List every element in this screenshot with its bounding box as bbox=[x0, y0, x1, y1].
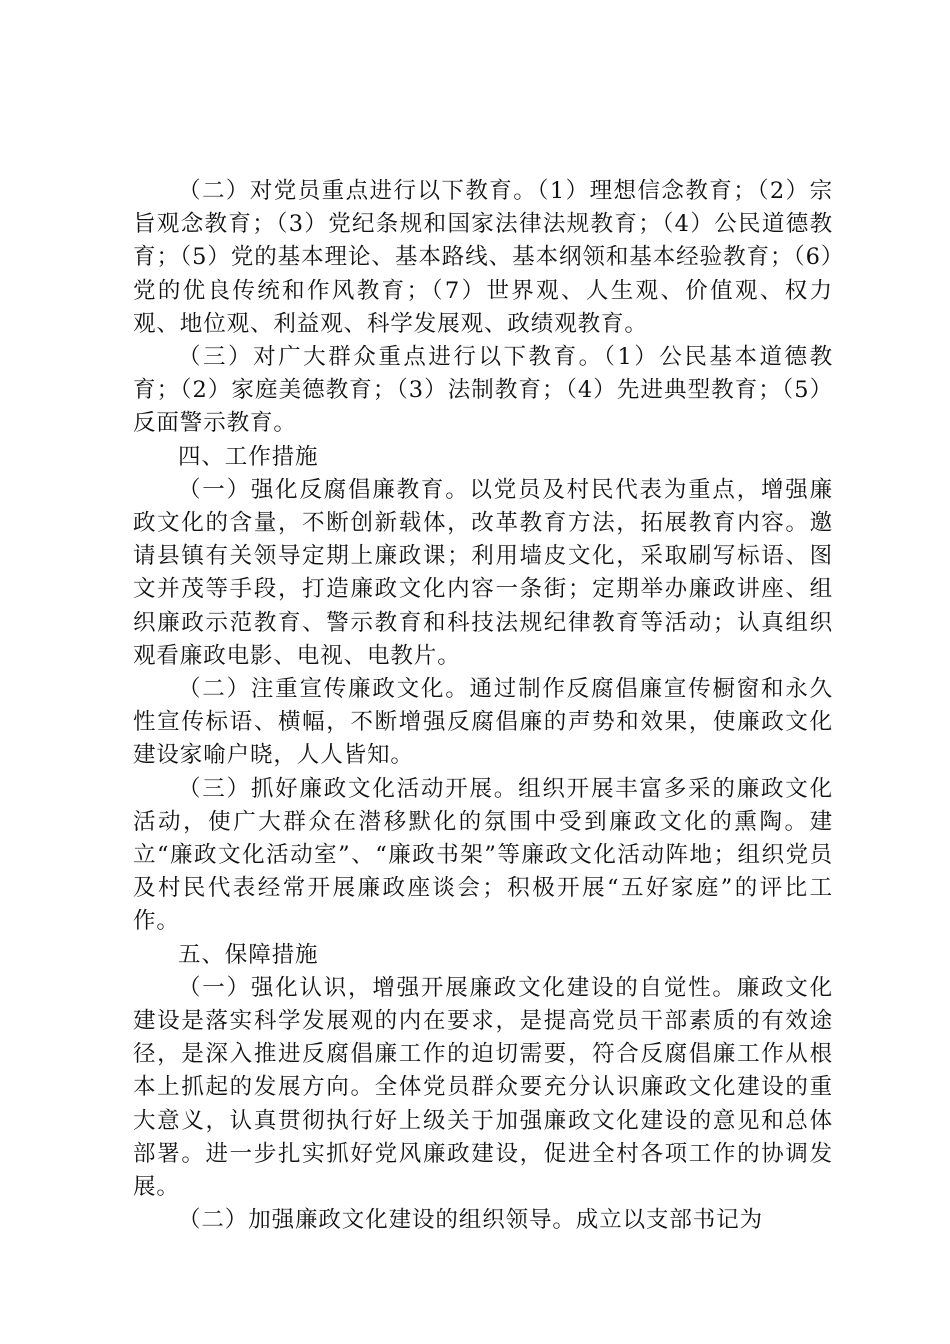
paragraph-organizational-leadership: （二）加强廉政文化建设的组织领导。成立以支部书记为 bbox=[178, 1207, 764, 1234]
document-page bbox=[133, 175, 833, 1238]
paragraph-promote-clean-culture: （二）注重宣传廉政文化。通过制作反腐倡廉宣传橱窗和永久性宣传标语、横幅，不断增强反腐倡廉的声势和效果，使廉政文化建设家喻户晓，人人皆知。 bbox=[133, 676, 833, 769]
paragraph-culture-activities: （三）抓好廉政文化活动开展。组织开展丰富多采的廉政文化活动，使广大群众在潜移默化的氛围中受到廉政文化的熏陶。建立“廉政文化活动室”、“廉政书架”等廉政文化活动阵地；组织党员及村民代表经常开展廉政座谈会；积极开展“五好家庭”的评比工作。 bbox=[133, 775, 833, 935]
paragraph-party-member-education: （二）对党员重点进行以下教育。（1）理想信念教育；（2）宗旨观念教育；（3）党纪条规和国家法律法规教育；（4）公民道德教育；（5）党的基本理论、基本路线、基本纲领和基本经验教育；（6）党的优良传统和作风教育；（7）世界观、人生观、价值观、权力观、地位观、利益观、科学发展观、政绩观教育。 bbox=[133, 178, 833, 337]
section-heading-work-measures: 四、工作措施 bbox=[178, 443, 319, 470]
paragraph-public-education: （三）对广大群众重点进行以下教育。（1）公民基本道德教育；（2）家庭美德教育；（3）法制教育；（4）先进典型教育；（5）反面警示教育。 bbox=[133, 344, 833, 437]
paragraph-anti-corruption-education: （一）强化反腐倡廉教育。以党员及村民代表为重点，增强廉政文化的含量，不断创新载体，改革教育方法，拓展教育内容。邀请县镇有关领导定期上廉政课；利用墙皮文化，采取刷写标语、图文并茂等手段，打造廉政文化内容一条街；定期举办廉政讲座、组织廉政示范教育、警示教育和科技法规纪律教育等活动；认真组织观看廉政电影、电视、电教片。 bbox=[133, 476, 833, 669]
paragraph-strengthen-awareness: （一）强化认识，增强开展廉政文化建设的自觉性。廉政文化建设是落实科学发展观的内在要求，是提高党员干部素质的有效途径，是深入推进反腐倡廉工作的迫切需要，符合反腐倡廉工作从根本上抓起的发展方向。全体党员群众要充分认识廉政文化建设的重大意义，认真贯彻执行好上级关于加强廉政文化建设的意见和总体部署。进一步扎实抓好党风廉政建设，促进全村各项工作的协调发展。 bbox=[133, 974, 833, 1201]
section-heading-guarantee-measures: 五、保障措施 bbox=[178, 941, 319, 968]
